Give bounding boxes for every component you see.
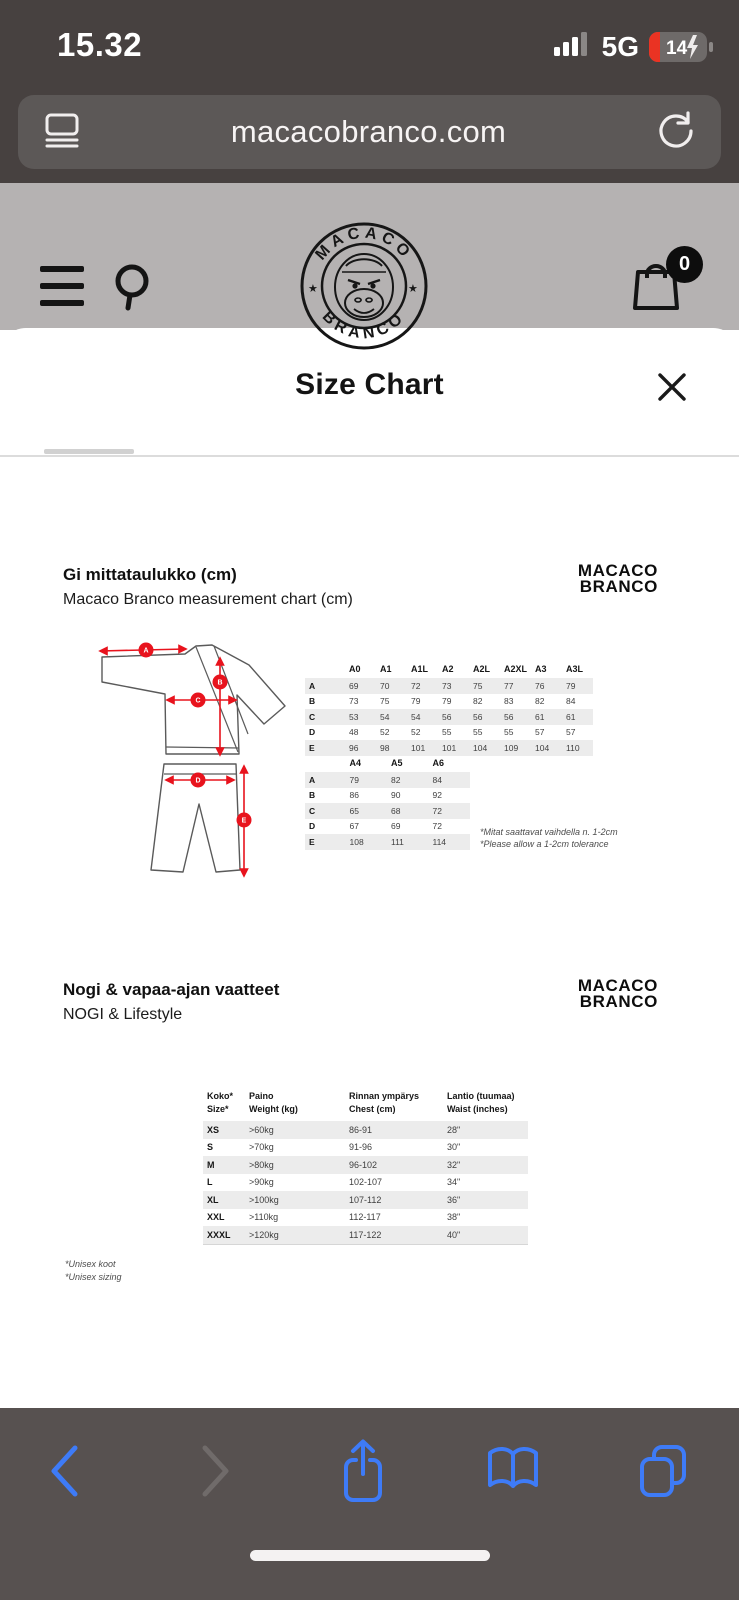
share-icon[interactable]: [328, 1436, 398, 1506]
scrolled-content-edge: [44, 449, 134, 454]
column-header: A6: [432, 758, 444, 768]
browser-toolbar: [0, 1408, 739, 1600]
brand-logo[interactable]: [298, 220, 430, 352]
table-row: B 73 75 79 79 82 83 82 84: [309, 696, 576, 707]
column-header: A1L: [411, 664, 429, 674]
column-header: A1: [380, 664, 392, 674]
nogi-section-title-fi: Nogi & vapaa-ajan vaatteet: [63, 980, 280, 999]
table-row: C 53 54 54 56 56 56 61 61: [305, 709, 593, 725]
column-header: Lantio (tuumaa) Waist (inches): [447, 1091, 515, 1114]
gi-size-table-a0-a3l: [305, 658, 593, 756]
column-header: Rinnan ympärys Chest (cm): [349, 1091, 420, 1114]
table-row: A 79 82 84: [305, 772, 470, 788]
table-row: XXXL >120kg 117-122 40": [203, 1226, 528, 1244]
gi-size-table-a4-a6: [305, 752, 470, 850]
svg-text:14: 14: [666, 37, 688, 59]
row-label-header: [305, 752, 345, 772]
gi-section-title-en: Macaco Branco measurement chart (cm): [63, 591, 353, 608]
table-row: E 108 111 114: [305, 834, 470, 850]
table-row: A 69 70 72 73 75 77 76 79: [305, 678, 593, 694]
table-row: M >80kg 96-102 32": [203, 1156, 528, 1174]
home-indicator[interactable]: [250, 1550, 490, 1561]
table-row: L >90kg 102-107 34": [207, 1177, 461, 1188]
back-icon[interactable]: [30, 1436, 100, 1506]
svg-text:C: C: [195, 697, 201, 705]
cart-button[interactable]: [631, 253, 697, 316]
page-preview-icon[interactable]: [44, 112, 80, 153]
column-header: A5: [390, 758, 403, 768]
gi-section-title-fi: Gi mittataulukko (cm): [63, 565, 237, 584]
nogi-section-title-en: NOGI & Lifestyle: [63, 1006, 183, 1023]
table-row: S >70kg 91-96 30": [207, 1142, 461, 1153]
column-header: A3L: [566, 664, 584, 674]
logo-star-right: ★: [408, 283, 418, 295]
address-bar[interactable]: [18, 95, 721, 169]
table-row: E 96 98 101 101 104 109 104 110: [305, 740, 593, 756]
svg-text:E: E: [241, 817, 247, 825]
column-header: A2: [442, 664, 454, 674]
table-row: XXL >110kg 112-117 38": [207, 1212, 461, 1223]
modal-title: Size Chart: [295, 368, 444, 401]
bookmarks-icon[interactable]: [478, 1436, 548, 1506]
network-type-label: 5G: [601, 30, 639, 62]
svg-text:D: D: [195, 777, 201, 785]
gi-measurement-diagram: [88, 618, 298, 885]
battery-icon: [649, 32, 713, 62]
gorilla-face: [335, 254, 393, 320]
column-header: Paino Weight (kg): [249, 1091, 298, 1114]
column-header: Koko* Size*: [207, 1091, 234, 1114]
column-header: A2XL: [504, 664, 528, 674]
svg-text:B: B: [217, 679, 223, 687]
menu-icon[interactable]: [40, 266, 84, 306]
row-label-header: [305, 658, 345, 678]
table-row: D 48 52 52 55 55 55 57 57: [309, 727, 576, 738]
table-row: B 86 90 92: [309, 790, 442, 801]
signal-strength-icon: [554, 30, 592, 63]
logo-arc-top-text: MACACO: [312, 224, 416, 264]
logo-star-left: ★: [308, 283, 318, 295]
status-icons: [554, 30, 713, 63]
clock: 15.32: [57, 26, 143, 63]
forward-icon[interactable]: [180, 1436, 250, 1506]
column-header: A4: [349, 758, 361, 768]
column-header: A2L: [473, 664, 491, 674]
table-row: C 65 68 72: [305, 803, 470, 819]
table-row: D 67 69 72: [309, 821, 442, 832]
search-icon[interactable]: [110, 262, 156, 317]
cart-count-badge: 0: [666, 246, 703, 283]
size-chart-modal: [0, 328, 739, 1408]
svg-text:A: A: [143, 647, 149, 655]
logo-arc-bottom-text: BRANCO: [318, 307, 410, 343]
status-and-url-area: [0, 0, 739, 183]
column-header: A0: [349, 664, 361, 674]
url-text[interactable]: macacobranco.com: [230, 114, 507, 149]
reload-icon[interactable]: [657, 111, 695, 154]
modal-divider: [0, 455, 739, 457]
unisex-footnote: *Unisex koot *Unisex sizing: [65, 1259, 122, 1282]
tabs-icon[interactable]: [628, 1436, 698, 1506]
brand-wordmark: MACACO BRANCO: [577, 561, 658, 596]
brand-wordmark: MACACO BRANCO: [577, 976, 658, 1011]
tolerance-note: *Mitat saattavat vaihdella n. 1-2cm *Please allow a 1-2cm tolerance: [480, 827, 618, 849]
column-header: A3: [535, 664, 547, 674]
nogi-size-table: [203, 1090, 528, 1245]
table-row: XL >100kg 107-112 36": [203, 1191, 528, 1209]
close-icon[interactable]: [655, 370, 689, 404]
table-row: XS >60kg 86-91 28": [203, 1121, 528, 1139]
